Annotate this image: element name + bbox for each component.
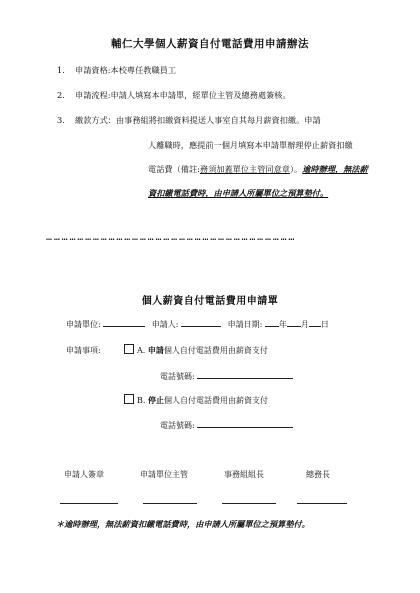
document-title: 輔仁大學個人薪資自付電話費用申請辦法 <box>111 38 309 50</box>
signature-line-general-affairs-director[interactable] <box>297 502 347 504</box>
rule-text-payment-line3-post: ）。 <box>289 164 303 174</box>
rule-text-supervisor-stamp-note: 務須加蓋單位主管同意章 <box>199 164 290 174</box>
option-a-action: 申請 <box>147 345 164 355</box>
rule-number-2: 2. <box>57 90 65 100</box>
dotted-separator: …………………………………………………………………………………… <box>46 232 297 243</box>
applicant-label: 申請人: <box>151 320 179 329</box>
rule-text-payment-line1: 繳款方式：由事務組將扣繳資料提送人事室自其每月薪資扣繳。申請 <box>75 115 321 125</box>
form-title: 個人薪資自付電話費用申請單 <box>141 296 279 307</box>
signature-label-unit-supervisor: 申請單位主管 <box>140 470 188 479</box>
signature-label-applicant: 申請人簽章 <box>64 470 104 479</box>
signature-label-affairs-chief: 事務組組長 <box>224 470 264 479</box>
option-a-checkbox[interactable] <box>124 344 134 354</box>
rule-text-payment-line2: 人離職時，應提前一個月填寫本申請單辦理停止薪資扣繳 <box>148 140 353 150</box>
option-b-action: 停止 <box>147 395 164 405</box>
date-year-label: 年 <box>278 320 287 329</box>
applicant-field[interactable] <box>181 318 221 327</box>
option-a-description: 個人自付電話費用由薪資支付 <box>163 346 268 355</box>
date-month-field[interactable] <box>287 318 301 327</box>
signature-label-general-affairs-director: 總務長 <box>306 470 330 479</box>
date-day-field[interactable] <box>309 318 321 327</box>
option-b-description: 個人自付電話費用由薪資支付 <box>163 396 268 405</box>
date-year-field[interactable] <box>265 318 279 327</box>
phone-field-b[interactable] <box>197 419 293 428</box>
option-a-row <box>124 344 268 356</box>
date-label: 申請日期: <box>227 320 263 329</box>
option-b-checkbox[interactable] <box>124 394 134 404</box>
applicant-info-row <box>66 318 329 330</box>
rule-text-late-warning-part1: 逾時辦理，無法薪 <box>302 164 368 174</box>
unit-field[interactable] <box>103 318 145 327</box>
signature-line-affairs-chief[interactable] <box>222 502 276 504</box>
option-a-prefix: A. <box>137 346 146 355</box>
rule-number-1: 1. <box>57 65 65 75</box>
option-b-prefix: B. <box>137 396 146 405</box>
unit-label: 申請單位: <box>66 320 101 329</box>
date-month-label: 月 <box>300 320 309 329</box>
signature-line-applicant[interactable] <box>60 502 118 504</box>
rule-text-late-warning-part2: 資扣繳電話費時，由申請人所屬單位之預算墊付。 <box>148 188 329 198</box>
rule-number-3: 3. <box>57 115 65 125</box>
phone-field-a[interactable] <box>197 370 293 379</box>
rule-text-eligibility: 申請資格:本校專任教職員工 <box>75 65 177 75</box>
date-day-label: 日 <box>320 320 329 329</box>
rule-text-payment-line3 <box>148 164 368 174</box>
rule-text-process: 申請流程:申請人填寫本申請單，經單位主管及總務處簽核。 <box>75 90 291 100</box>
items-label: 申請事項: <box>66 346 101 355</box>
rule-text-payment-line3-pre: 電話費（備註: <box>148 164 200 174</box>
signature-line-unit-supervisor[interactable] <box>143 502 197 504</box>
phone-label-b: 電話號碼: <box>160 421 195 430</box>
phone-label-a: 電話號碼: <box>160 372 195 381</box>
phone-row-a <box>160 370 293 382</box>
option-b-row <box>124 394 268 406</box>
phone-row-b <box>160 419 293 431</box>
footer-late-note: ＊逾時辦理，無法薪資扣繳電話費時，由申請人所屬單位之預算墊付。 <box>56 519 310 529</box>
